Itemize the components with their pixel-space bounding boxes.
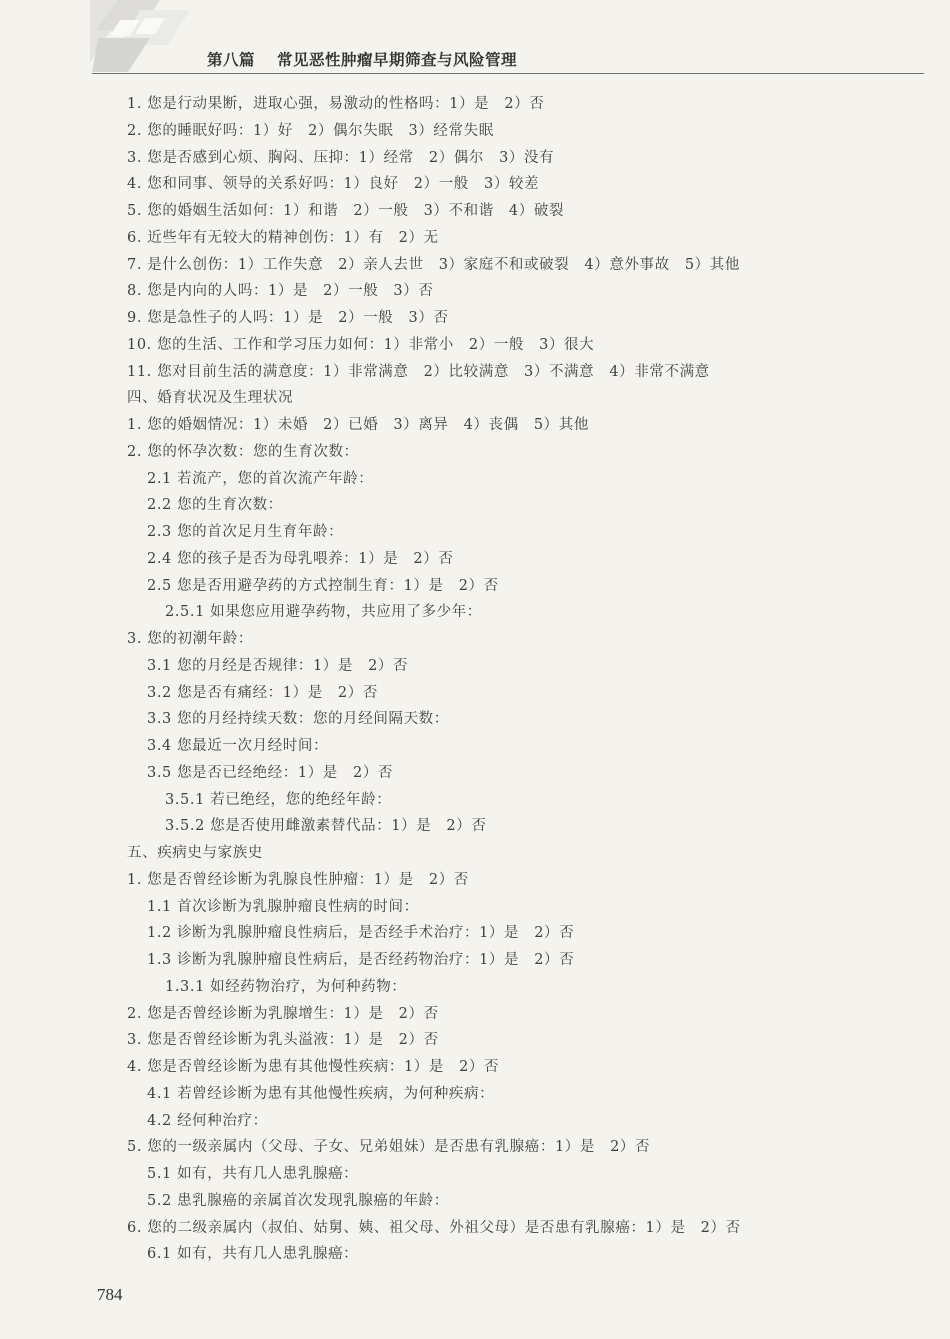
questionnaire-line: 1. 您的婚姻情况：1）未婚 2）已婚 3）离异 4）丧偶 5）其他 [127,417,589,433]
questionnaire-line: 五、疾病史与家族史 [127,845,263,861]
questionnaire-line: 3.5.1 若已绝经，您的绝经年龄： [165,791,392,808]
questionnaire-line: 3.5 您是否已经绝经：1）是 2）否 [147,764,394,781]
questionnaire-line: 4. 您和同事、领导的关系好吗：1）良好 2）一般 3）较差 [127,176,540,193]
questionnaire-line: 1.3.1 如经药物治疗，为何种药物： [165,978,407,995]
questionnaire-line: 3.3 您的月经持续天数：您的月经间隔天数： [147,711,449,728]
questionnaire-line: 2. 您的睡眠好吗：1）好 2）偶尔失眠 3）经常失眠 [127,122,494,139]
questionnaire-line: 9. 您是急性子的人吗：1）是 2）一般 3）否 [127,310,449,326]
questionnaire-line: 1. 您是行动果断，进取心强，易激动的性格吗：1）是 2）否 [127,96,545,112]
questionnaire-line: 3.1 您的月经是否规律：1）是 2）否 [147,657,409,674]
questionnaire-line: 5. 您的一级亲属内（父母、子女、兄弟姐妹）是否患有乳腺癌：1）是 2）否 [127,1139,651,1156]
questionnaire-line: 1.3 诊断为乳腺肿瘤良性病后，是否经药物治疗：1）是 2）否 [147,952,575,968]
header-rule [92,73,924,74]
questionnaire-line: 3.4 您最近一次月经时间： [147,738,329,754]
questionnaire-line: 2.5.1 如果您应用避孕药物，共应用了多少年： [165,604,482,621]
questionnaire-line: 3. 您的初潮年龄： [127,631,253,647]
questionnaire-line: 2.3 您的首次足月生育年龄： [147,524,344,540]
questionnaire-line: 6.1 如有，共有几人患乳腺癌： [147,1246,359,1263]
questionnaire-line: 1.1 首次诊断为乳腺肿瘤良性病的时间： [147,898,419,915]
page-header [207,48,517,70]
corner-decoration [0,0,200,82]
questionnaire-body [0,91,950,1268]
header-part: 第八篇 [207,51,256,69]
questionnaire-line: 5.1 如有，共有几人患乳腺癌： [147,1166,359,1182]
questionnaire-line: 7. 是什么创伤：1）工作失意 2）亲人去世 3）家庭不和或破裂 4）意外事故 5）其他 [127,256,740,273]
questionnaire-line: 4. 您是否曾经诊断为患有其他慢性疾病：1）是 2）否 [127,1059,500,1075]
questionnaire-line: 11. 您对目前生活的满意度：1）非常满意 2）比较满意 3）不满意 4）非常不满意 [127,363,710,380]
questionnaire-line: 3. 您是否曾经诊断为乳头溢液：1）是 2）否 [127,1032,439,1049]
questionnaire-line: 10. 您的生活、工作和学习压力如何：1）非常小 2）一般 3）很大 [127,336,595,353]
questionnaire-line: 1.2 诊断为乳腺肿瘤良性病后，是否经手术治疗：1）是 2）否 [147,925,575,942]
questionnaire-line: 5. 您的婚姻生活如何：1）和谐 2）一般 3）不和谐 4）破裂 [127,203,565,219]
questionnaire-line: 5.2 患乳腺癌的亲属首次发现乳腺癌的年龄： [147,1192,449,1209]
questionnaire-line: 4.2 经何种治疗： [147,1112,268,1129]
questionnaire-line: 3.5.2 您是否使用雌激素替代品：1）是 2）否 [165,818,487,835]
questionnaire-line: 3. 您是否感到心烦、胸闷、压抑：1）经常 2）偶尔 3）没有 [127,149,555,166]
questionnaire-line: 6. 您的二级亲属内（叔伯、姑舅、姨、祖父母、外祖父母）是否患有乳腺癌：1）是 2）否 [127,1219,741,1236]
page-number: 784 [97,1285,123,1304]
questionnaire-line: 2.2 您的生育次数： [147,497,283,514]
questionnaire-line: 2.1 若流产，您的首次流产年龄： [147,470,374,487]
questionnaire-line: 2.4 您的孩子是否为母乳喂养：1）是 2）否 [147,550,454,567]
questionnaire-line: 3.2 您是否有痛经：1）是 2）否 [147,684,378,701]
questionnaire-line: 1. 您是否曾经诊断为乳腺良性肿瘤：1）是 2）否 [127,871,469,888]
questionnaire-line: 2.5 您是否用避孕药的方式控制生育：1）是 2）否 [147,577,499,594]
questionnaire-line: 2. 您的怀孕次数：您的生育次数： [127,443,359,460]
questionnaire-line: 4.1 若曾经诊断为患有其他慢性疾病，为何种疾病： [147,1085,495,1102]
questionnaire-line: 8. 您是内向的人吗：1）是 2）一般 3）否 [127,283,434,300]
questionnaire-line: 四、婚育状况及生理状况 [127,390,294,407]
questionnaire-line: 2. 您是否曾经诊断为乳腺增生：1）是 2）否 [127,1005,439,1022]
questionnaire-line: 6. 近些年有无较大的精神创伤：1）有 2）无 [127,229,439,246]
header-title: 常见恶性肿瘤早期筛查与风险管理 [277,51,518,69]
